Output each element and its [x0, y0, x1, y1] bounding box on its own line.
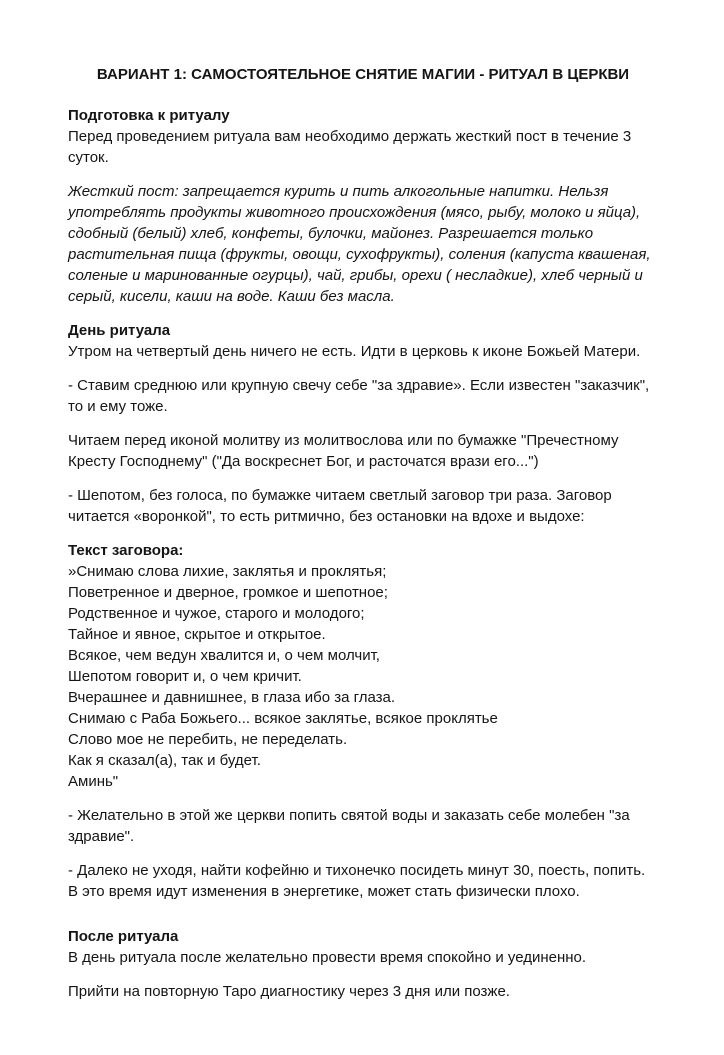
- spell-line: Родственное и чужое, старого и молодого;: [68, 605, 365, 622]
- ritual-day-heading: День ритуала: [68, 322, 171, 339]
- section-after-ritual: [68, 926, 658, 1002]
- spell-line: Аминь": [68, 773, 119, 790]
- section-spell: [68, 540, 658, 902]
- spell-heading: Текст заговора:: [68, 542, 184, 559]
- spell-line: »Снимаю слова лихие, заклятья и проклятья;: [68, 563, 387, 580]
- section-preparation: [68, 105, 658, 307]
- ritual-step-candle: - Ставим среднюю или крупную свечу себе "за здравие». Если известен "заказчик", то и ему тоже.: [68, 377, 650, 415]
- after-ritual-heading: После ритуала: [68, 928, 179, 945]
- spell-line: Как я сказал(а), так и будет.: [68, 752, 261, 769]
- tarot-followup-paragraph: Прийти на повторную Таро диагностику через 3 дня или позже.: [68, 983, 510, 1000]
- section-ritual-day: [68, 320, 658, 527]
- after-ritual-intro-paragraph: В день ритуала после желательно провести время спокойно и уединенно.: [68, 949, 587, 966]
- spell-line: Вчерашнее и давнишнее, в глаза ибо за глаза.: [68, 689, 396, 706]
- ritual-step-prayer: Читаем перед иконой молитву из молитвослова или по бумажке "Пречестному Кресту Господнему" ("Да воскреснет Бог, и расточатся врази его..."): [68, 432, 619, 470]
- spell-line: Снимаю с Раба Божьего... всякое заклятье, всякое проклятье: [68, 710, 498, 727]
- ritual-step-whisper: - Шепотом, без голоса, по бумажке читаем светлый заговор три раза. Заговор читается «воронкой", то есть ритмично, без остановки на вдохе и выдохе:: [68, 487, 612, 525]
- spell-line: Слово мое не перебить, не переделать.: [68, 731, 348, 748]
- spell-line: Поветренное и дверное, громкое и шепотное;: [68, 584, 388, 601]
- ritual-day-intro-paragraph: Утром на четвертый день ничего не есть. Идти в церковь к иконе Божьей Матери.: [68, 343, 641, 360]
- preparation-heading: Подготовка к ритуалу: [68, 107, 230, 124]
- spell-line: Тайное и явное, скрытое и открытое.: [68, 626, 326, 643]
- advice-holy-water-paragraph: - Желательно в этой же церкви попить святой воды и заказать себе молебен "за здравие".: [68, 807, 630, 845]
- document-title: ВАРИАНТ 1: САМОСТОЯТЕЛЬНОЕ СНЯТИЕ МАГИИ - РИТУАЛ В ЦЕРКВИ: [96, 66, 630, 83]
- preparation-intro-paragraph: Перед проведением ритуала вам необходимо держать жесткий пост в течение 3 суток.: [68, 128, 632, 166]
- advice-cafe-paragraph: - Далеко не уходя, найти кофейню и тихонечко посидеть минут 30, поесть, попить. В это время идут изменения в энергетике, может стать физически плохо.: [68, 862, 646, 900]
- spell-text-block: [68, 561, 658, 792]
- spell-line: Шепотом говорит и, о чем кричит.: [68, 668, 302, 685]
- fasting-rules-paragraph: Жесткий пост: запрещается курить и пить алкогольные напитки. Нельзя употреблять продукты животного происхождения (мясо, рыбу, молоко и яйца), сдобный (белый) хлеб, конфеты, булочки, майонез. Разрешается только растительная пища (фрукты, овощи, сухофрукты), соления (капуста квашеная, соленые и маринованные огурцы), чай, грибы, орехи ( несладкие), хлеб черный и серый, кисели, каши на воде. Каши без масла.: [68, 183, 651, 305]
- spell-line: Всякое, чем ведун хвалится и, о чем молчит,: [68, 647, 380, 664]
